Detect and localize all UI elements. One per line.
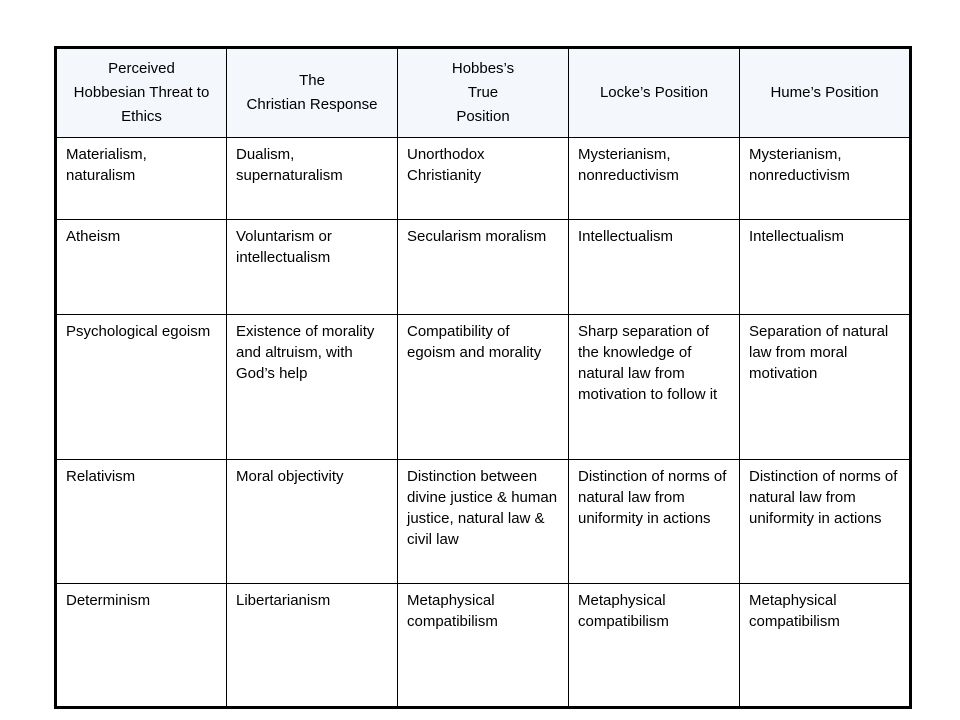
cell-locke: Metaphysical compatibilism: [569, 584, 740, 708]
cell-hobbes: Unorthodox Christianity: [398, 138, 569, 220]
header-christian: The Christian Response: [227, 48, 398, 138]
cell-christian: Moral objectivity: [227, 460, 398, 584]
cell-threat: Relativism: [56, 460, 227, 584]
cell-locke: Sharp separation of the knowledge of natural law from motivation to follow it: [569, 315, 740, 460]
cell-threat: Materialism, naturalism: [56, 138, 227, 220]
cell-christian: Dualism, supernaturalism: [227, 138, 398, 220]
table-row: [56, 138, 911, 220]
cell-locke: Distinction of norms of natural law from uniformity in actions: [569, 460, 740, 584]
cell-christian: Existence of morality and altruism, with God’s help: [227, 315, 398, 460]
cell-hobbes: Secularism moralism: [398, 220, 569, 315]
header-hume: Hume’s Position: [740, 48, 911, 138]
cell-hume: Metaphysical compatibilism: [740, 584, 911, 708]
cell-hume: Mysterianism, nonreductivism: [740, 138, 911, 220]
header-locke: Locke’s Position: [569, 48, 740, 138]
header-threat: Perceived Hobbesian Threat to Ethics: [56, 48, 227, 138]
header-hobbes: Hobbes’s True Position: [398, 48, 569, 138]
table-row: [56, 584, 911, 708]
cell-christian: Voluntarism or intellectualism: [227, 220, 398, 315]
cell-hobbes: Metaphysical compatibilism: [398, 584, 569, 708]
table-row: [56, 460, 911, 584]
cell-threat: Psychological egoism: [56, 315, 227, 460]
ethics-comparison-table: [54, 46, 912, 709]
cell-threat: Determinism: [56, 584, 227, 708]
table-row: [56, 220, 911, 315]
cell-hobbes: Compatibility of egoism and morality: [398, 315, 569, 460]
cell-hume: Intellectualism: [740, 220, 911, 315]
cell-locke: Mysterianism, nonreductivism: [569, 138, 740, 220]
header-row: [56, 48, 911, 138]
cell-threat: Atheism: [56, 220, 227, 315]
cell-hume: Separation of natural law from moral motivation: [740, 315, 911, 460]
cell-locke: Intellectualism: [569, 220, 740, 315]
table-row: [56, 315, 911, 460]
cell-hobbes: Distinction between divine justice & human justice, natural law & civil law: [398, 460, 569, 584]
cell-hume: Distinction of norms of natural law from uniformity in actions: [740, 460, 911, 584]
cell-christian: Libertarianism: [227, 584, 398, 708]
